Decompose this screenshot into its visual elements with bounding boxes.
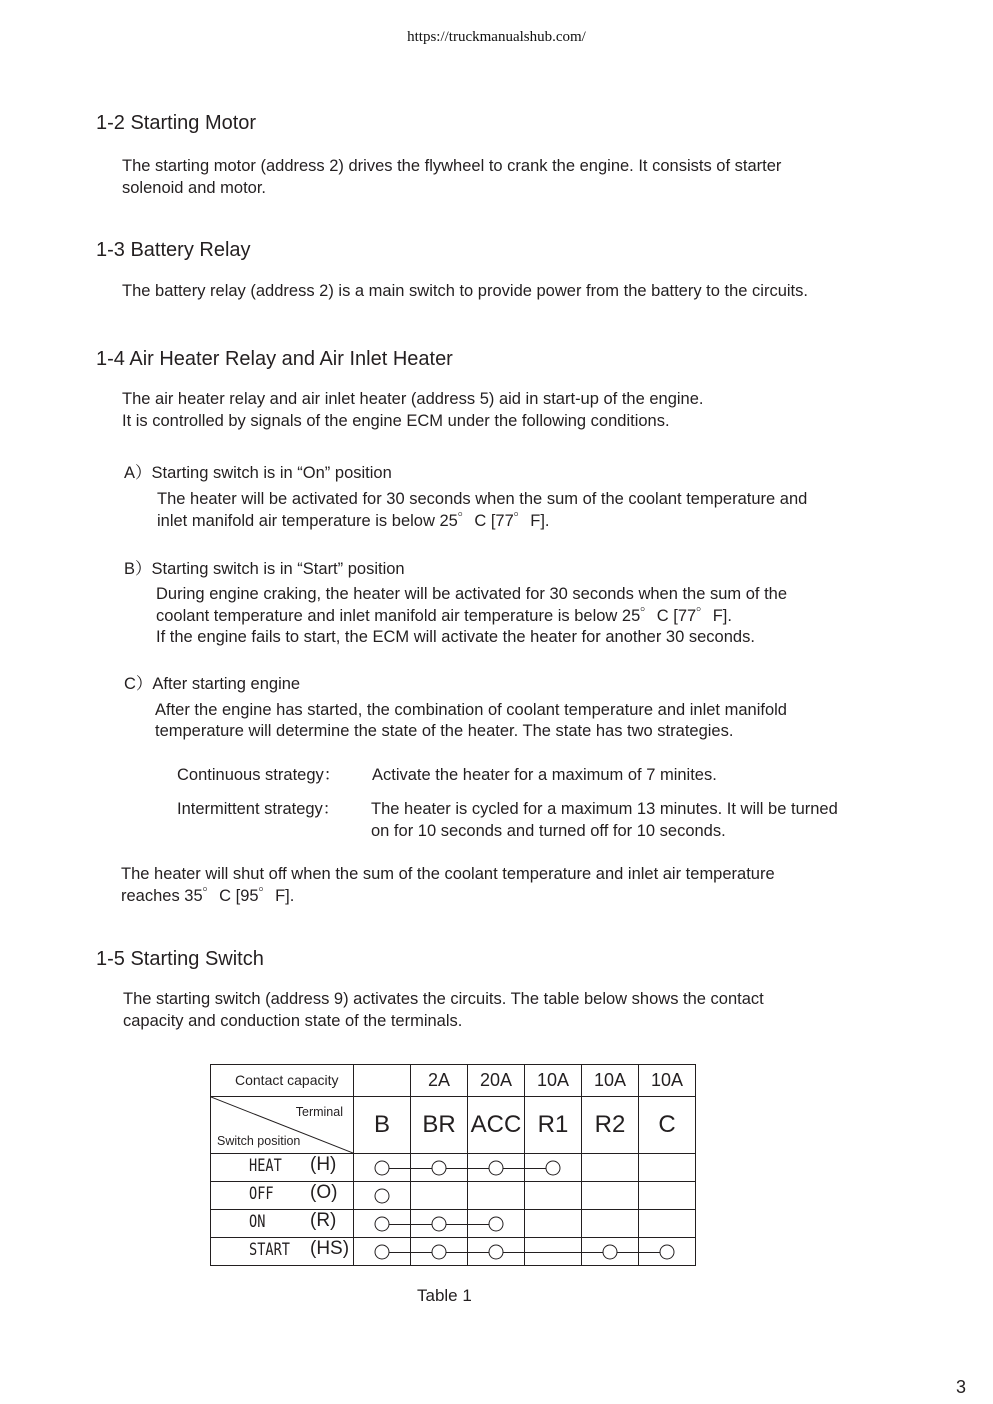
- capacity-cell: 20A: [468, 1065, 525, 1097]
- terminal-cell: R1: [525, 1097, 582, 1154]
- paragraph-line: coolant temperature and inlet manifold air temperature is below 25゜C [77゜F].: [156, 607, 732, 625]
- strategy-label-intermittent: Intermittent strategy：: [177, 800, 340, 818]
- terminal-cell: B: [354, 1097, 411, 1154]
- contact-cell: [582, 1210, 639, 1238]
- contact-cell: [639, 1154, 696, 1182]
- contact-cell: [411, 1154, 468, 1182]
- paragraph-line: The air heater relay and air inlet heater (address 5) aid in start-up of the engine.: [122, 390, 704, 408]
- contact-circle: [546, 1160, 561, 1175]
- paragraph-line: capacity and conduction state of the terminals.: [123, 1012, 463, 1030]
- strategy-text-intermittent: on for 10 seconds and turned off for 10 seconds.: [371, 822, 726, 840]
- position-name: START: [249, 1240, 290, 1260]
- table-row: [211, 1210, 696, 1238]
- contact-capacity-header: [211, 1065, 354, 1097]
- contact-cell: [525, 1210, 582, 1238]
- position-cell: [211, 1182, 354, 1210]
- contact-cell: [525, 1182, 582, 1210]
- contact-circle: [432, 1216, 447, 1231]
- contact-circle: [375, 1188, 390, 1203]
- table-row: [211, 1154, 696, 1182]
- capacity-cell: [354, 1065, 411, 1097]
- contact-circle: [489, 1244, 504, 1259]
- contact-circle: [489, 1160, 504, 1175]
- position-cell: [211, 1210, 354, 1238]
- header-url: https://truckmanualshub.com/: [407, 29, 586, 45]
- contact-cell: [468, 1210, 525, 1238]
- paragraph-line: The heater will be activated for 30 seconds when the sum of the coolant temperature and: [157, 490, 808, 508]
- contact-cell: [354, 1154, 411, 1182]
- contact-circle: [375, 1216, 390, 1231]
- paragraph-line: inlet manifold air temperature is below 25゜C [77゜F].: [157, 512, 550, 530]
- position-code: (R): [310, 1210, 337, 1231]
- contact-cell: [639, 1182, 696, 1210]
- position-cell: [211, 1238, 354, 1266]
- contact-cell: [411, 1210, 468, 1238]
- section-title-air-heater: 1-4 Air Heater Relay and Air Inlet Heater: [96, 348, 453, 370]
- capacity-cell: 10A: [639, 1065, 696, 1097]
- section-title-starting-motor: 1-2 Starting Motor: [96, 112, 257, 134]
- contact-cell: [354, 1238, 411, 1266]
- contact-cell: [468, 1182, 525, 1210]
- capacity-cell: 2A: [411, 1065, 468, 1097]
- contact-cell: [354, 1182, 411, 1210]
- paragraph-line: It is controlled by signals of the engine ECM under the following conditions.: [122, 412, 670, 430]
- terminal-cell: ACC: [468, 1097, 525, 1154]
- paragraph-line: The starting motor (address 2) drives the flywheel to crank the engine. It consists of starter: [122, 157, 782, 175]
- capacity-cell: 10A: [582, 1065, 639, 1097]
- starting-switch-table: [210, 1064, 696, 1266]
- position-name: OFF: [249, 1184, 274, 1204]
- position-name: ON: [249, 1212, 266, 1232]
- terminal-switch-header: [211, 1097, 354, 1154]
- subheading-b: B）Starting switch is in “Start” position: [124, 560, 405, 578]
- contact-capacity-label: Contact capacity: [235, 1072, 339, 1088]
- section-title-battery-relay: 1-3 Battery Relay: [96, 239, 251, 261]
- paragraph-line: During engine craking, the heater will be activated for 30 seconds when the sum of the: [156, 585, 788, 603]
- paragraph-line: The heater will shut off when the sum of the coolant temperature and inlet air temperature: [121, 865, 775, 883]
- contact-cell: [525, 1154, 582, 1182]
- contact-circle: [603, 1244, 618, 1259]
- switch-position-label: Switch position: [217, 1134, 301, 1148]
- paragraph-line: temperature will determine the state of the heater. The state has two strategies.: [155, 722, 734, 740]
- position-cell: [211, 1154, 354, 1182]
- page-number: 3: [956, 1377, 967, 1397]
- paragraph-line: If the engine fails to start, the ECM will activate the heater for another 30 seconds.: [156, 628, 755, 646]
- strategy-text-continuous: Activate the heater for a maximum of 7 minites.: [372, 766, 717, 784]
- contact-cell: [582, 1154, 639, 1182]
- contact-cell: [582, 1238, 639, 1266]
- paragraph-line: The starting switch (address 9) activates the circuits. The table below shows the contact: [123, 990, 764, 1008]
- terminal-cell: C: [639, 1097, 696, 1154]
- paragraph-line: After the engine has started, the combination of coolant temperature and inlet manifold: [155, 701, 787, 719]
- position-code: (H): [310, 1154, 337, 1175]
- position-code: (O): [310, 1182, 338, 1203]
- contact-cell: [525, 1238, 582, 1266]
- contact-cell: [468, 1238, 525, 1266]
- table-row: [211, 1238, 696, 1266]
- table-row: [211, 1182, 696, 1210]
- position-name: HEAT: [249, 1156, 282, 1176]
- contact-cell: [468, 1154, 525, 1182]
- paragraph-line: reaches 35゜C [95゜F].: [121, 887, 295, 905]
- terminal-cell: R2: [582, 1097, 639, 1154]
- position-code: (HS): [310, 1238, 350, 1259]
- contact-cell: [639, 1210, 696, 1238]
- capacity-cell: 10A: [525, 1065, 582, 1097]
- contact-cell: [411, 1182, 468, 1210]
- terminal-label: Terminal: [295, 1105, 343, 1119]
- subheading-a: A）Starting switch is in “On” position: [124, 464, 392, 482]
- contact-circle: [432, 1244, 447, 1259]
- strategy-text-intermittent: The heater is cycled for a maximum 13 minutes. It will be turned: [371, 800, 838, 818]
- contact-cell: [582, 1182, 639, 1210]
- strategy-label-continuous: Continuous strategy：: [177, 766, 341, 784]
- paragraph-line: solenoid and motor.: [122, 179, 267, 197]
- contact-circle: [432, 1160, 447, 1175]
- terminal-cell: BR: [411, 1097, 468, 1154]
- contact-cell: [411, 1238, 468, 1266]
- contact-circle: [375, 1160, 390, 1175]
- subheading-c: C）After starting engine: [124, 675, 301, 693]
- section-title-starting-switch: 1-5 Starting Switch: [96, 948, 264, 970]
- paragraph-line: The battery relay (address 2) is a main switch to provide power from the battery to the circuits.: [122, 282, 808, 300]
- contact-circle: [489, 1216, 504, 1231]
- contact-cell: [639, 1238, 696, 1266]
- contact-circle: [375, 1244, 390, 1259]
- contact-circle: [660, 1244, 675, 1259]
- contact-cell: [354, 1210, 411, 1238]
- table-caption: Table 1: [417, 1286, 472, 1305]
